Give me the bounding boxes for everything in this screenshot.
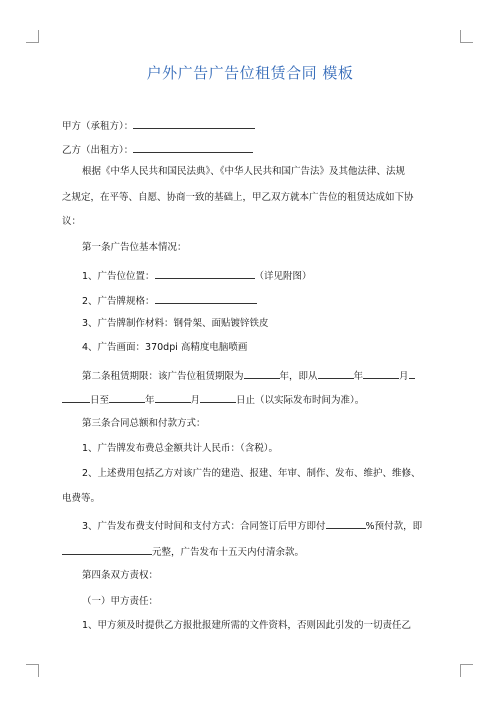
art2-text-d: 月 (399, 371, 409, 382)
item-2-label: 2、广告牌规格： (82, 296, 155, 307)
prepay-percent-blank[interactable] (326, 518, 366, 529)
document-title: 户外广告广告位租赁合同 模板 (146, 64, 354, 82)
article-3-item-2-line-2: 电费等。 (62, 493, 101, 504)
art2-text-e: 日至 (90, 395, 110, 406)
article-2-line-2 (62, 392, 364, 407)
article-1-item-3: 3、广告牌制作材料：钢骨架、面贴镀锌铁皮 (82, 318, 269, 329)
party-a-line (62, 118, 255, 133)
location-blank[interactable] (155, 268, 255, 279)
prepay-amount-blank[interactable] (62, 544, 152, 555)
article-3-title: 第三条合同总额和付款方式： (82, 418, 206, 429)
end-month-blank[interactable] (155, 392, 191, 403)
article-4-item-1: 1、甲方须及时提供乙方报批报建所需的文件资料，否则因此引发的一切责任乙 (82, 620, 412, 631)
article-4-title: 第四条双方责权： (82, 570, 159, 581)
article-1-item-1 (82, 268, 312, 283)
party-b-line (62, 142, 253, 157)
party-b-blank[interactable] (133, 142, 253, 153)
art3-item3-text-b: %预付款，即 (365, 521, 423, 532)
article-3-item-3-line-1 (82, 518, 422, 533)
art2-text-g: 月 (190, 395, 201, 406)
start-month-blank[interactable] (363, 368, 399, 379)
spec-blank[interactable] (155, 293, 257, 304)
term-years-blank[interactable] (244, 368, 280, 379)
art2-text-f: 年 (145, 395, 155, 406)
end-day-blank[interactable] (200, 392, 236, 403)
item-1-label: 1、广告位位置： (82, 271, 155, 282)
start-day-blank[interactable] (409, 368, 415, 379)
party-a-blank[interactable] (133, 118, 255, 129)
art2-text-a: 第二条租赁期限：该广告位租赁期限为 (82, 371, 244, 382)
intro-line-3: 议： (62, 216, 82, 227)
art2-text-h: 日止（以实际发布时间为准）。 (236, 395, 365, 406)
article-1-title: 第一条广告位基本情况： (82, 242, 187, 253)
crop-mark-bottom-right (460, 664, 473, 677)
art3-item3-text-a: 3、广告发布费支付时间和支付方式：合同签订后甲方即付 (82, 521, 326, 532)
item-1-suffix: （详见附图） (254, 271, 312, 282)
article-3-item-1: 1、广告牌发布费总金额共计人民币：（含税）。 (82, 443, 279, 454)
article-2-line-1 (82, 368, 415, 383)
start-day-blank-cont[interactable] (62, 392, 90, 403)
crop-mark-top-left (26, 30, 39, 43)
intro-line-2: 之规定，在平等、自愿、协商一致的基础上，甲乙双方就本广告位的租赁达成如下协 (62, 192, 414, 203)
article-4-subheading: （一）甲方责任： (82, 596, 159, 607)
art2-text-b: 年，即从 (279, 371, 318, 382)
art2-text-c: 年 (353, 371, 364, 382)
article-3-item-3-line-2 (62, 544, 304, 559)
crop-mark-top-right (460, 30, 473, 43)
party-a-label: 甲方（承租方）： (62, 121, 134, 132)
art3-item3-text-c: 元整，广告发布十五天内付清余款。 (152, 547, 305, 558)
article-1-item-4: 4、广告画面：370dpi 高精度电脑喷画 (82, 342, 248, 353)
article-1-item-2 (82, 293, 257, 308)
end-year-blank[interactable] (109, 392, 145, 403)
article-3-item-2-line-1: 2、上述费用包括乙方对该广告的建造、报建、年审、制作、发布、维护、维修、 (82, 468, 421, 479)
start-year-blank[interactable] (318, 368, 354, 379)
crop-mark-bottom-left (26, 664, 39, 677)
party-b-label: 乙方（出租方）： (62, 145, 134, 156)
intro-line-1: 根据《中华人民共和国民法典》、《中华人民共和国广告法》及其他法律、法规 (82, 166, 406, 177)
